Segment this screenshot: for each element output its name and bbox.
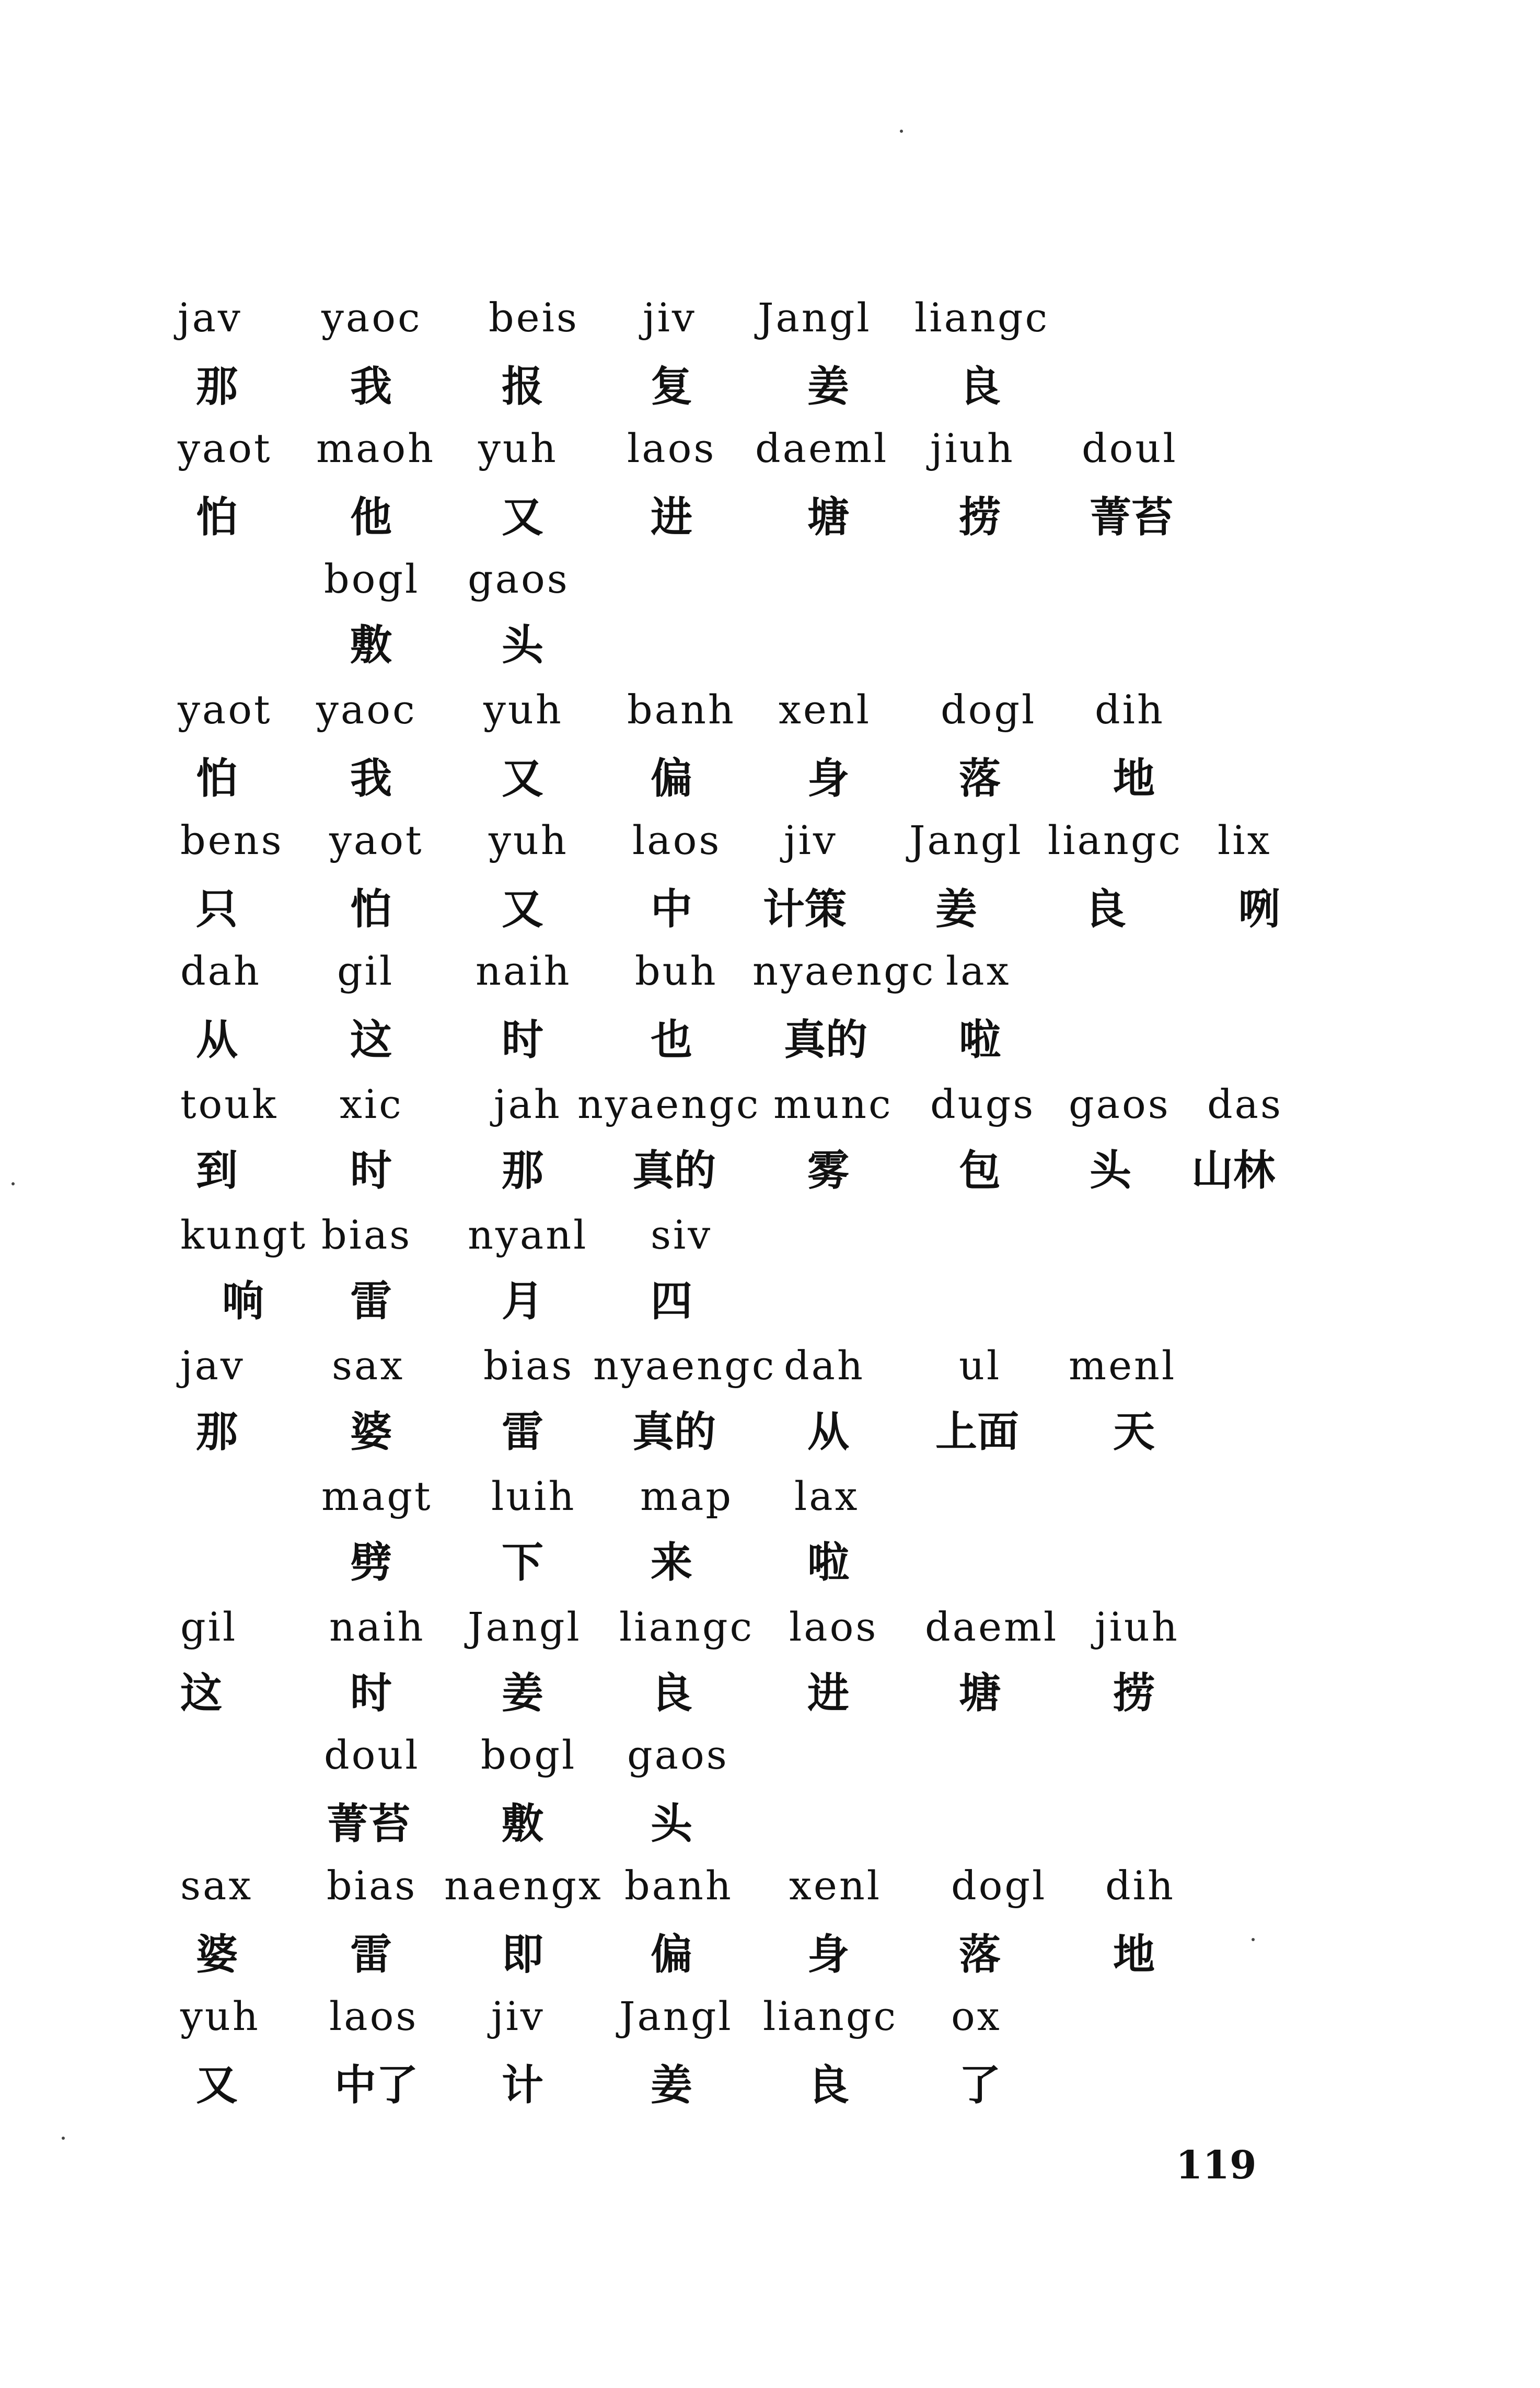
romanized-word: lax bbox=[794, 1473, 860, 1519]
romanized-word: nyanl bbox=[468, 1212, 588, 1258]
chinese-gloss-line bbox=[0, 1146, 1540, 1218]
romanized-line bbox=[0, 1081, 1540, 1152]
chinese-gloss-word: 到 bbox=[196, 1146, 238, 1195]
chinese-gloss-word: 地 bbox=[1113, 1930, 1155, 1979]
chinese-gloss-line bbox=[0, 1930, 1540, 2002]
chinese-gloss-word: 落 bbox=[959, 754, 1001, 803]
chinese-gloss-word: 姜 bbox=[651, 2061, 692, 2109]
chinese-gloss-word: 雷 bbox=[350, 1930, 392, 1979]
chinese-gloss-word: 进 bbox=[807, 1669, 849, 1717]
chinese-gloss-word: 下 bbox=[502, 1538, 543, 1587]
chinese-gloss-line bbox=[0, 754, 1540, 826]
chinese-gloss-word: 时 bbox=[350, 1669, 392, 1717]
chinese-gloss-word: 他 bbox=[350, 493, 392, 541]
romanized-word: kungt bbox=[180, 1212, 308, 1258]
romanized-word: xic bbox=[340, 1081, 403, 1127]
romanized-word: lix bbox=[1218, 817, 1272, 863]
romanized-word: yaoc bbox=[321, 294, 422, 341]
romanized-line bbox=[0, 817, 1540, 889]
romanized-line bbox=[0, 1473, 1540, 1544]
chinese-gloss-word: 菁苔 bbox=[327, 1799, 410, 1848]
chinese-gloss-word: 婆 bbox=[196, 1930, 238, 1979]
romanized-word: daeml bbox=[755, 425, 889, 471]
print-speck bbox=[1252, 1938, 1255, 1941]
chinese-gloss-word: 婆 bbox=[350, 1408, 392, 1456]
chinese-gloss-word: 真的 bbox=[632, 1146, 716, 1195]
romanized-word: gil bbox=[180, 1603, 238, 1650]
chinese-gloss-word: 山林 bbox=[1191, 1146, 1275, 1195]
romanized-word: yuh bbox=[478, 425, 558, 471]
romanized-word: xenl bbox=[789, 1862, 882, 1909]
chinese-gloss-word: 那 bbox=[502, 1146, 543, 1195]
chinese-gloss-word: 身 bbox=[807, 754, 849, 803]
romanized-word: dah bbox=[784, 1342, 865, 1389]
chinese-gloss-line bbox=[0, 621, 1540, 693]
romanized-word: dih bbox=[1095, 686, 1165, 733]
chinese-gloss-line bbox=[0, 1016, 1540, 1087]
romanized-word: laos bbox=[627, 425, 716, 471]
chinese-gloss-word: 月 bbox=[502, 1277, 543, 1325]
chinese-gloss-word: 雷 bbox=[350, 1277, 392, 1325]
chinese-gloss-word: 我 bbox=[350, 362, 392, 411]
chinese-gloss-word: 雾 bbox=[807, 1146, 849, 1195]
romanized-line bbox=[0, 294, 1540, 366]
romanized-word: Jangl bbox=[758, 294, 872, 341]
chinese-gloss-word: 落 bbox=[959, 1930, 1001, 1979]
chinese-gloss-word: 雷 bbox=[502, 1408, 543, 1456]
chinese-gloss-word: 了 bbox=[959, 2061, 1001, 2109]
romanized-word: nyaengc bbox=[577, 1081, 761, 1127]
chinese-gloss-line bbox=[0, 493, 1540, 564]
chinese-gloss-word: 真的 bbox=[784, 1016, 867, 1064]
romanized-word: sax bbox=[332, 1342, 405, 1389]
chinese-gloss-word: 塘 bbox=[959, 1669, 1001, 1717]
chinese-gloss-word: 捞 bbox=[959, 493, 1001, 541]
romanized-word: dih bbox=[1105, 1862, 1175, 1909]
romanized-word: maoh bbox=[316, 425, 436, 471]
chinese-gloss-word: 良 bbox=[807, 2061, 849, 2109]
romanized-line bbox=[0, 1212, 1540, 1283]
chinese-gloss-word: 天 bbox=[1113, 1408, 1155, 1456]
romanized-word: gaos bbox=[1069, 1081, 1171, 1127]
chinese-gloss-word: 时 bbox=[350, 1146, 392, 1195]
romanized-line bbox=[0, 1342, 1540, 1414]
chinese-gloss-word: 那 bbox=[196, 1408, 238, 1456]
print-speck bbox=[62, 2137, 65, 2140]
chinese-gloss-word: 偏 bbox=[651, 1930, 692, 1979]
romanized-word: map bbox=[640, 1473, 734, 1519]
page-number: 119 bbox=[1176, 2143, 1257, 2188]
romanized-word: naih bbox=[476, 948, 572, 994]
chinese-gloss-word: 良 bbox=[651, 1669, 692, 1717]
chinese-gloss-line bbox=[0, 1408, 1540, 1479]
romanized-word: yaot bbox=[178, 425, 272, 471]
chinese-gloss-word: 咧 bbox=[1238, 885, 1280, 933]
romanized-line bbox=[0, 1603, 1540, 1675]
romanized-word: jiv bbox=[643, 294, 697, 341]
romanized-word: naengx bbox=[444, 1862, 603, 1909]
romanized-word: bens bbox=[180, 817, 284, 863]
romanized-word: doul bbox=[324, 1732, 420, 1778]
chinese-gloss-word: 怕 bbox=[350, 885, 392, 933]
romanized-word: ul bbox=[959, 1342, 1002, 1389]
chinese-gloss-word: 那 bbox=[196, 362, 238, 411]
romanized-word: Jangl bbox=[909, 817, 1023, 863]
romanized-line bbox=[0, 1732, 1540, 1803]
romanized-word: yuh bbox=[180, 1993, 260, 2039]
romanized-word: menl bbox=[1069, 1342, 1177, 1389]
romanized-word: liangc bbox=[619, 1603, 755, 1650]
chinese-gloss-word: 即 bbox=[502, 1930, 543, 1979]
romanized-word: das bbox=[1207, 1081, 1283, 1127]
romanized-word: jav bbox=[180, 1342, 245, 1389]
romanized-word: lax bbox=[946, 948, 1011, 994]
chinese-gloss-word: 敷 bbox=[502, 1799, 543, 1848]
romanized-word: sax bbox=[180, 1862, 253, 1909]
romanized-word: bogl bbox=[324, 556, 420, 602]
chinese-gloss-line bbox=[0, 1538, 1540, 1610]
romanized-word: yuh bbox=[483, 686, 563, 733]
romanized-word: liangc bbox=[914, 294, 1050, 341]
romanized-word: liangc bbox=[1048, 817, 1183, 863]
romanized-word: bias bbox=[327, 1862, 418, 1909]
romanized-word: touk bbox=[180, 1081, 279, 1127]
romanized-word: beis bbox=[489, 294, 579, 341]
romanized-word: nyaengc bbox=[752, 948, 936, 994]
romanized-word: jiuh bbox=[930, 425, 1015, 471]
romanized-line bbox=[0, 556, 1540, 627]
romanized-line bbox=[0, 686, 1540, 758]
romanized-word: yuh bbox=[489, 817, 569, 863]
romanized-word: laos bbox=[329, 1993, 419, 2039]
chinese-gloss-word: 啦 bbox=[959, 1016, 1001, 1064]
chinese-gloss-word: 来 bbox=[651, 1538, 692, 1587]
romanized-word: gaos bbox=[468, 556, 570, 602]
chinese-gloss-word: 偏 bbox=[651, 754, 692, 803]
chinese-gloss-word: 只 bbox=[196, 885, 238, 933]
chinese-gloss-word: 响 bbox=[222, 1277, 264, 1325]
chinese-gloss-word: 复 bbox=[651, 362, 692, 411]
romanized-word: yaot bbox=[329, 817, 424, 863]
romanized-word: xenl bbox=[779, 686, 872, 733]
romanized-word: yaoc bbox=[316, 686, 417, 733]
chinese-gloss-word: 从 bbox=[807, 1408, 849, 1456]
chinese-gloss-word: 又 bbox=[502, 493, 543, 541]
romanized-word: nyaengc bbox=[593, 1342, 777, 1389]
romanized-word: jiuh bbox=[1095, 1603, 1179, 1650]
romanized-word: siv bbox=[651, 1212, 713, 1258]
chinese-gloss-word: 姜 bbox=[807, 362, 849, 411]
chinese-gloss-word: 四 bbox=[651, 1277, 692, 1325]
chinese-gloss-word: 从 bbox=[196, 1016, 238, 1064]
chinese-gloss-word: 头 bbox=[1090, 1146, 1131, 1195]
romanized-word: magt bbox=[321, 1473, 433, 1519]
chinese-gloss-word: 我 bbox=[350, 754, 392, 803]
chinese-gloss-word: 真的 bbox=[632, 1408, 716, 1456]
chinese-gloss-word: 包 bbox=[959, 1146, 1001, 1195]
chinese-gloss-word: 捞 bbox=[1113, 1669, 1155, 1717]
chinese-gloss-line bbox=[0, 2061, 1540, 2132]
romanized-word: laos bbox=[632, 817, 722, 863]
romanized-line bbox=[0, 425, 1540, 497]
chinese-gloss-word: 劈 bbox=[350, 1538, 392, 1587]
romanized-word: buh bbox=[635, 948, 718, 994]
romanized-word: bogl bbox=[481, 1732, 577, 1778]
romanized-word: bias bbox=[321, 1212, 412, 1258]
chinese-gloss-word: 良 bbox=[959, 362, 1001, 411]
romanized-word: dugs bbox=[930, 1081, 1036, 1127]
romanized-word: banh bbox=[627, 686, 736, 733]
chinese-gloss-line bbox=[0, 1277, 1540, 1348]
romanized-word: gaos bbox=[627, 1732, 729, 1778]
chinese-gloss-word: 地 bbox=[1113, 754, 1155, 803]
chinese-gloss-word: 头 bbox=[502, 621, 543, 670]
romanized-word: Jangl bbox=[468, 1603, 582, 1650]
romanized-word: naih bbox=[329, 1603, 425, 1650]
chinese-gloss-word: 报 bbox=[502, 362, 543, 411]
romanized-word: Jangl bbox=[619, 1993, 733, 2039]
romanized-word: ox bbox=[951, 1993, 1002, 2039]
chinese-gloss-word: 又 bbox=[502, 754, 543, 803]
chinese-gloss-word: 敷 bbox=[350, 621, 392, 670]
print-speck bbox=[11, 1182, 15, 1185]
chinese-gloss-word: 姜 bbox=[502, 1669, 543, 1717]
romanized-word: jiv bbox=[491, 1993, 545, 2039]
romanized-word: bias bbox=[483, 1342, 574, 1389]
romanized-word: laos bbox=[789, 1603, 878, 1650]
chinese-gloss-word: 身 bbox=[807, 1930, 849, 1979]
romanized-word: dogl bbox=[951, 1862, 1047, 1909]
chinese-gloss-word: 中 bbox=[651, 885, 692, 933]
romanized-word: yaot bbox=[178, 686, 272, 733]
romanized-word: daeml bbox=[925, 1603, 1059, 1650]
chinese-gloss-word: 这 bbox=[350, 1016, 392, 1064]
chinese-gloss-word: 菁苔 bbox=[1090, 493, 1173, 541]
romanized-word: jiv bbox=[784, 817, 838, 863]
romanized-line bbox=[0, 948, 1540, 1019]
chinese-gloss-line bbox=[0, 362, 1540, 434]
chinese-gloss-word: 姜 bbox=[935, 885, 977, 933]
chinese-gloss-word: 啦 bbox=[807, 1538, 849, 1587]
chinese-gloss-line bbox=[0, 1799, 1540, 1871]
romanized-word: munc bbox=[773, 1081, 893, 1127]
chinese-gloss-word: 又 bbox=[502, 885, 543, 933]
chinese-gloss-word: 计策 bbox=[763, 885, 847, 933]
chinese-gloss-word: 塘 bbox=[807, 493, 849, 541]
chinese-gloss-word: 怕 bbox=[196, 493, 238, 541]
romanized-word: luih bbox=[491, 1473, 576, 1519]
romanized-word: liangc bbox=[763, 1993, 898, 2039]
romanized-word: gil bbox=[337, 948, 395, 994]
chinese-gloss-word: 时 bbox=[502, 1016, 543, 1064]
chinese-gloss-word: 良 bbox=[1084, 885, 1126, 933]
chinese-gloss-word: 中了 bbox=[334, 2061, 418, 2109]
print-speck bbox=[900, 130, 903, 133]
romanized-line bbox=[0, 1993, 1540, 2064]
chinese-gloss-line bbox=[0, 1669, 1540, 1740]
chinese-gloss-word: 计 bbox=[502, 2061, 543, 2109]
chinese-gloss-word: 上面 bbox=[935, 1408, 1019, 1456]
chinese-gloss-word: 这 bbox=[180, 1669, 222, 1717]
romanized-line bbox=[0, 1862, 1540, 1934]
romanized-word: jav bbox=[178, 294, 242, 341]
chinese-gloss-word: 又 bbox=[196, 2061, 238, 2109]
chinese-gloss-word: 也 bbox=[651, 1016, 692, 1064]
chinese-gloss-line bbox=[0, 885, 1540, 956]
romanized-word: doul bbox=[1082, 425, 1178, 471]
romanized-word: dah bbox=[180, 948, 261, 994]
chinese-gloss-word: 进 bbox=[651, 493, 692, 541]
romanized-word: dogl bbox=[941, 686, 1037, 733]
romanized-word: banh bbox=[624, 1862, 733, 1909]
romanized-word: jah bbox=[494, 1081, 562, 1127]
chinese-gloss-word: 怕 bbox=[196, 754, 238, 803]
chinese-gloss-word: 头 bbox=[651, 1799, 692, 1848]
